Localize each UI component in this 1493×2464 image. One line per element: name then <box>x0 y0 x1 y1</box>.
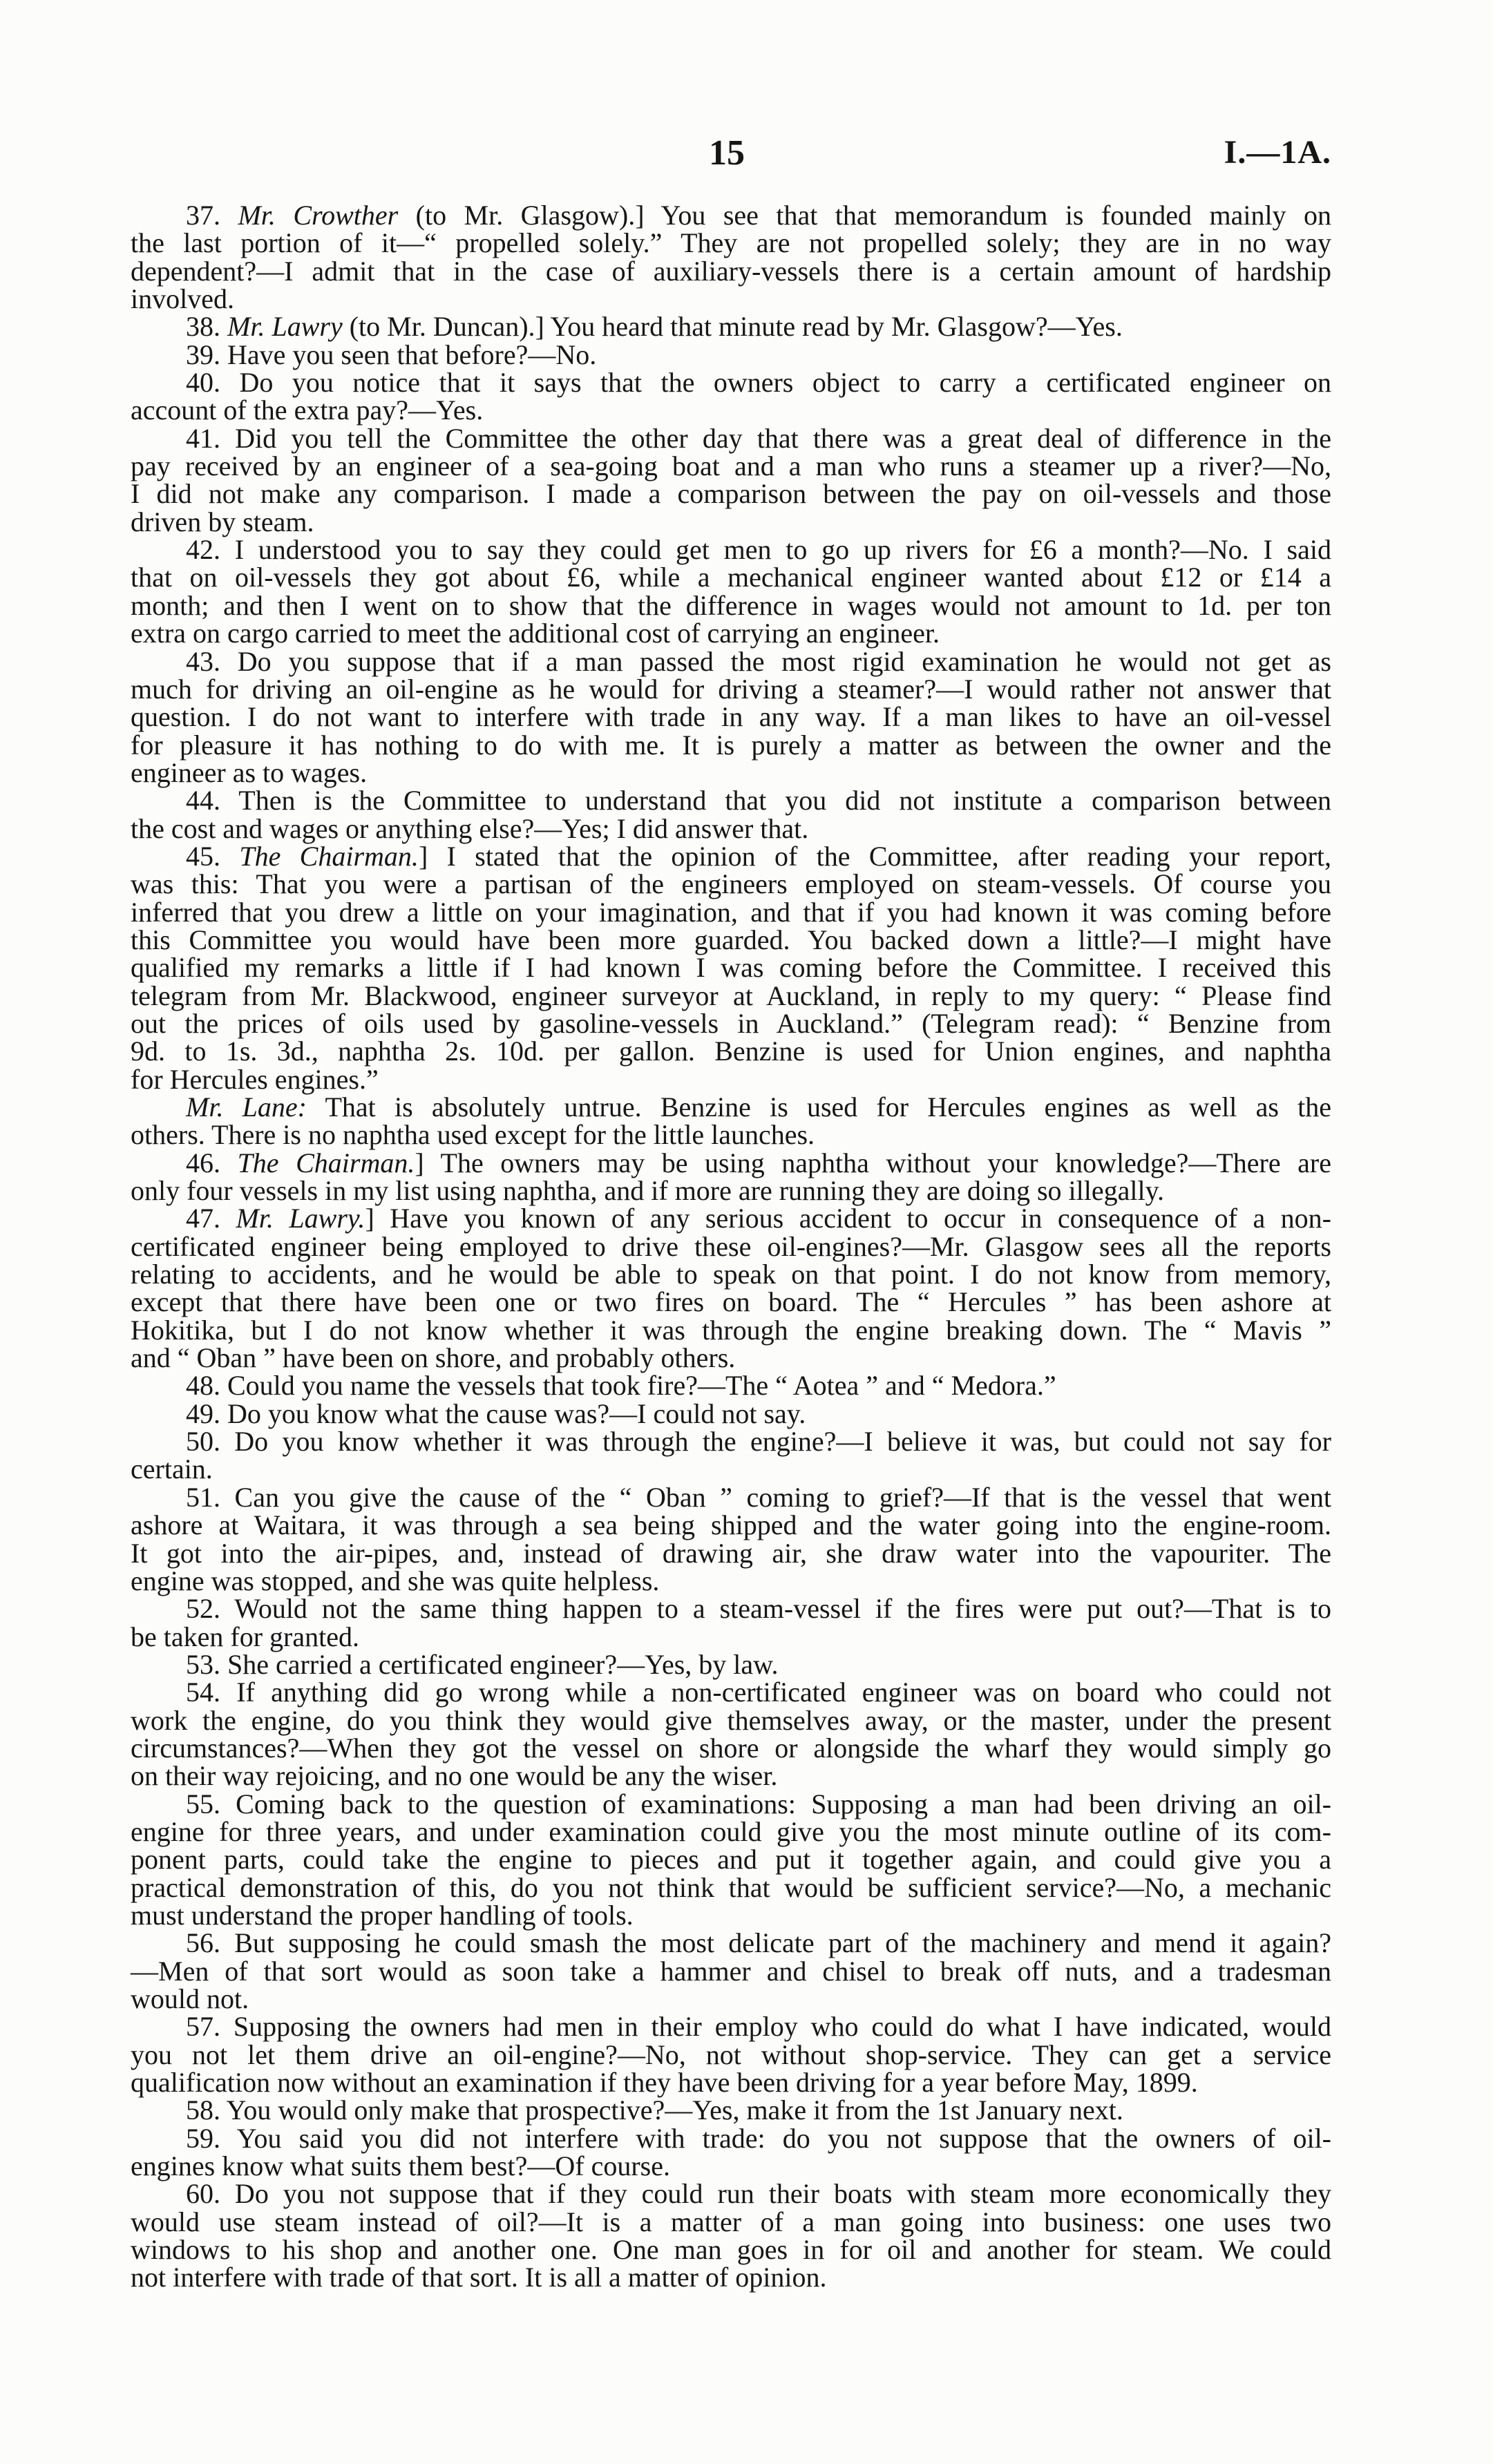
text-line: ashore at Waitara, it was through a sea being shipped and the water going into the engine-room. <box>131 1509 1331 1541</box>
text-line: pay received by an engineer of a sea-going boat and a man who runs a steamer up a river?—No, <box>131 450 1331 482</box>
text-line: certain. <box>131 1453 213 1485</box>
text-line: 59. You said you did not interfere with trade: do you not suppose that the owners of oil- <box>186 2122 1331 2154</box>
text-line: engine for three years, and under examination could give you the most minute outline of its com- <box>131 1815 1331 1847</box>
text-line: and “ Oban ” have been on shore, and probably others. <box>131 1342 736 1374</box>
question-number: 45. <box>186 840 240 872</box>
speaker-name: Mr. Lawry <box>227 311 343 343</box>
text-line: Hokitika, but I do not know whether it was through the engine breaking down. The “ Mavis ” <box>131 1314 1331 1346</box>
question-number: 46. <box>186 1147 238 1178</box>
text-line: I did not make any comparison. I made a comparison between the pay on oil-vessels and those <box>131 478 1331 510</box>
text-line: 53. She carried a certificated engineer?—Yes, by law. <box>186 1648 779 1680</box>
text-line: 44. Then is the Committee to understand that you did not institute a comparison between <box>186 785 1331 816</box>
text-line: for Hercules engines.” <box>131 1063 379 1095</box>
text-line: would not. <box>131 1983 249 2014</box>
text-line: 54. If anything did go wrong while a non-certificated engineer was on board who could not <box>186 1677 1331 1708</box>
page-number: 15 <box>709 133 745 173</box>
text-line: telegram from Mr. Blackwood, engineer surveyor at Auckland, in reply to my query: “ Please find <box>131 980 1331 1011</box>
text-line: extra on cargo carried to meet the additional cost of carrying an engineer. <box>131 618 940 649</box>
text-line: for pleasure it has nothing to do with me. It is purely a matter as between the owner and the <box>131 729 1331 761</box>
text-line: 52. Would not the same thing happen to a steam-vessel if the fires were put out?—That is to <box>186 1593 1331 1625</box>
text-line: practical demonstration of this, do you not think that would be sufficient service?—No, a mechanic <box>131 1871 1331 1903</box>
text-line: except that there have been one or two fires on board. The “ Hercules ” has been ashore at <box>131 1286 1331 1318</box>
text-line: ponent parts, could take the engine to pieces and put it together again, and could give you a <box>131 1844 1331 1875</box>
text-line: work the engine, do you think they would give themselves away, or the master, under the present <box>131 1704 1331 1736</box>
text-line: certificated engineer being employed to drive these oil-engines?—Mr. Glasgow sees all the reports <box>131 1230 1331 1262</box>
text-line: out the prices of oils used by gasoline-vessels in Auckland.” (Telegram read): “ Benzine from <box>131 1007 1331 1039</box>
text-line: 58. You would only make that prospective?—Yes, make it from the 1st January next. <box>186 2094 1123 2126</box>
speaker-name: Mr. Lawry. <box>236 1203 365 1234</box>
text-line: 41. Did you tell the Committee the other day that there was a great deal of difference in the <box>186 422 1331 454</box>
text-run: ] I stated that the opinion of the Committee, after reading your report, <box>418 840 1331 872</box>
text-line: 60. Do you not suppose that if they could run their boats with steam more economically they <box>186 2178 1331 2210</box>
text-line: driven by steam. <box>131 506 314 537</box>
text-line: 56. But supposing he could smash the most delicate part of the machinery and mend it again? <box>186 1927 1331 1959</box>
text-line: that on oil-vessels they got about £6, while a mechanical engineer wanted about £12 or £14 a <box>131 562 1331 593</box>
text-line: much for driving an oil-engine as he would for driving a steamer?—I would rather not answer that <box>131 673 1331 705</box>
text-line: others. There is no naphtha used except for the little launches. <box>131 1119 815 1151</box>
text-line: was this: That you were a partisan of the engineers employed on steam-vessels. Of course you <box>131 868 1331 900</box>
text-line: question. I do not want to interfere with trade in any way. If a man likes to have an oil-vessel <box>131 701 1331 733</box>
text-line <box>131 840 1331 872</box>
speaker-name: Mr. Lane: <box>186 1091 307 1123</box>
speaker-name: The Chairman. <box>237 1147 415 1178</box>
text-line: inferred that you drew a little on your imagination, and that if you had known it was coming before <box>131 896 1331 928</box>
text-line: 48. Could you name the vessels that took fire?—The “ Aotea ” and “ Medora.” <box>186 1370 1056 1402</box>
text-run: (to Mr. Duncan).] You heard that minute read by Mr. Glasgow?—Yes. <box>342 311 1123 343</box>
text-line: you not let them drive an oil-engine?—No, not without shop-service. They can get a service <box>131 2038 1331 2070</box>
text-line <box>131 313 1331 341</box>
text-line: engineer as to wages. <box>131 756 368 788</box>
text-run: That is absolutely untrue. Benzine is used for Hercules engines as well as the <box>306 1091 1332 1123</box>
text-line: 42. I understood you to say they could get men to go up rivers for £6 a month?—No. I said <box>186 534 1331 566</box>
text-line: circumstances?—When they got the vessel on shore or alongside the wharf they would simply go <box>131 1732 1331 1764</box>
question-number: 38. <box>186 311 227 343</box>
text-run: (to Mr. Glasgow).] You see that that memorandum is founded mainly on <box>398 200 1332 231</box>
text-line: not interfere with trade of that sort. It is all a matter of opinion. <box>131 2262 827 2293</box>
text-run: ] Have you known of any serious accident to occur in consequence of a non- <box>365 1203 1331 1234</box>
text-line: would use steam instead of oil?—It is a matter of a man going into business: one uses two <box>131 2206 1331 2237</box>
question-number: 37. <box>186 200 238 231</box>
text-line: 50. Do you know whether it was through the engine?—I believe it was, but could not say for <box>186 1426 1331 1458</box>
text-line: the cost and wages or anything else?—Yes; I did answer that. <box>131 812 809 844</box>
text-line: this Committee you would have been more guarded. You backed down a little?—I might have <box>131 924 1331 955</box>
text-line <box>131 1149 1331 1177</box>
text-line: It got into the air-pipes, and, instead of drawing air, she draw water into the vapouriter. The <box>131 1537 1331 1569</box>
document-body <box>131 202 1331 2292</box>
text-line: must understand the proper handling of tools. <box>131 1899 634 1931</box>
text-line: 43. Do you suppose that if a man passed the most rigid examination he would not get as <box>186 645 1331 677</box>
text-line: on their way rejoicing, and no one would be any the wiser. <box>131 1760 778 1792</box>
text-line: qualification now without an examination if they have been driving for a year before May, 1899. <box>131 2067 1198 2099</box>
text-line: 40. Do you notice that it says that the owners object to carry a certificated engineer on <box>186 367 1331 399</box>
text-line: 51. Can you give the cause of the “ Oban ” coming to grief?—If that is the vessel that went <box>186 1481 1331 1513</box>
text-line: month; and then I went on to show that the difference in wages would not amount to 1d. per ton <box>131 589 1331 621</box>
text-line: engines know what suits them best?—Of course. <box>131 2150 670 2182</box>
text-line: 39. Have you seen that before?—No. <box>186 338 597 370</box>
text-line: qualified my remarks a little if I had known I was coming before the Committee. I received this <box>131 952 1331 984</box>
text-line <box>131 1093 1331 1121</box>
text-line: only four vessels in my list using naphtha, and if more are running they are doing so illegally. <box>131 1175 1164 1207</box>
text-line: involved. <box>131 283 234 315</box>
question-number: 47. <box>186 1203 236 1234</box>
text-line: 55. Coming back to the question of examinations: Supposing a man had been driving an oil- <box>186 1788 1331 1820</box>
text-line: —Men of that sort would as soon take a hammer and chisel to break off nuts, and a tradesman <box>131 1955 1331 1987</box>
text-line: account of the extra pay?—Yes. <box>131 394 484 426</box>
speaker-name: Mr. Crowther <box>238 200 399 231</box>
text-line: relating to accidents, and he would be able to speak on that point. I do not know from memory, <box>131 1259 1331 1290</box>
text-line: windows to his shop and another one. One man goes in for oil and another for steam. We could <box>131 2234 1331 2266</box>
text-line: be taken for granted. <box>131 1621 359 1652</box>
document-reference: I.—1A. <box>1224 134 1331 171</box>
speaker-name: The Chairman. <box>239 840 419 872</box>
text-run: ] The owners may be using naphtha without your knowledge?—There are <box>415 1147 1331 1178</box>
text-line <box>131 202 1331 229</box>
text-line: 57. Supposing the owners had men in their employ who could do what I have indicated, would <box>186 2011 1331 2043</box>
text-line: the last portion of it—“ propelled solely.” They are not propelled solely; they are in no way <box>131 227 1331 259</box>
text-line <box>131 1205 1331 1232</box>
text-line: dependent?—I admit that in the case of auxiliary-vessels there is a certain amount of hardship <box>131 255 1331 287</box>
text-line: 49. Do you know what the cause was?—I could not say. <box>186 1397 806 1429</box>
text-line: 9d. to 1s. 3d., naphtha 2s. 10d. per gallon. Benzine is used for Union engines, and naphtha <box>131 1035 1331 1067</box>
text-line: engine was stopped, and she was quite helpless. <box>131 1565 660 1596</box>
